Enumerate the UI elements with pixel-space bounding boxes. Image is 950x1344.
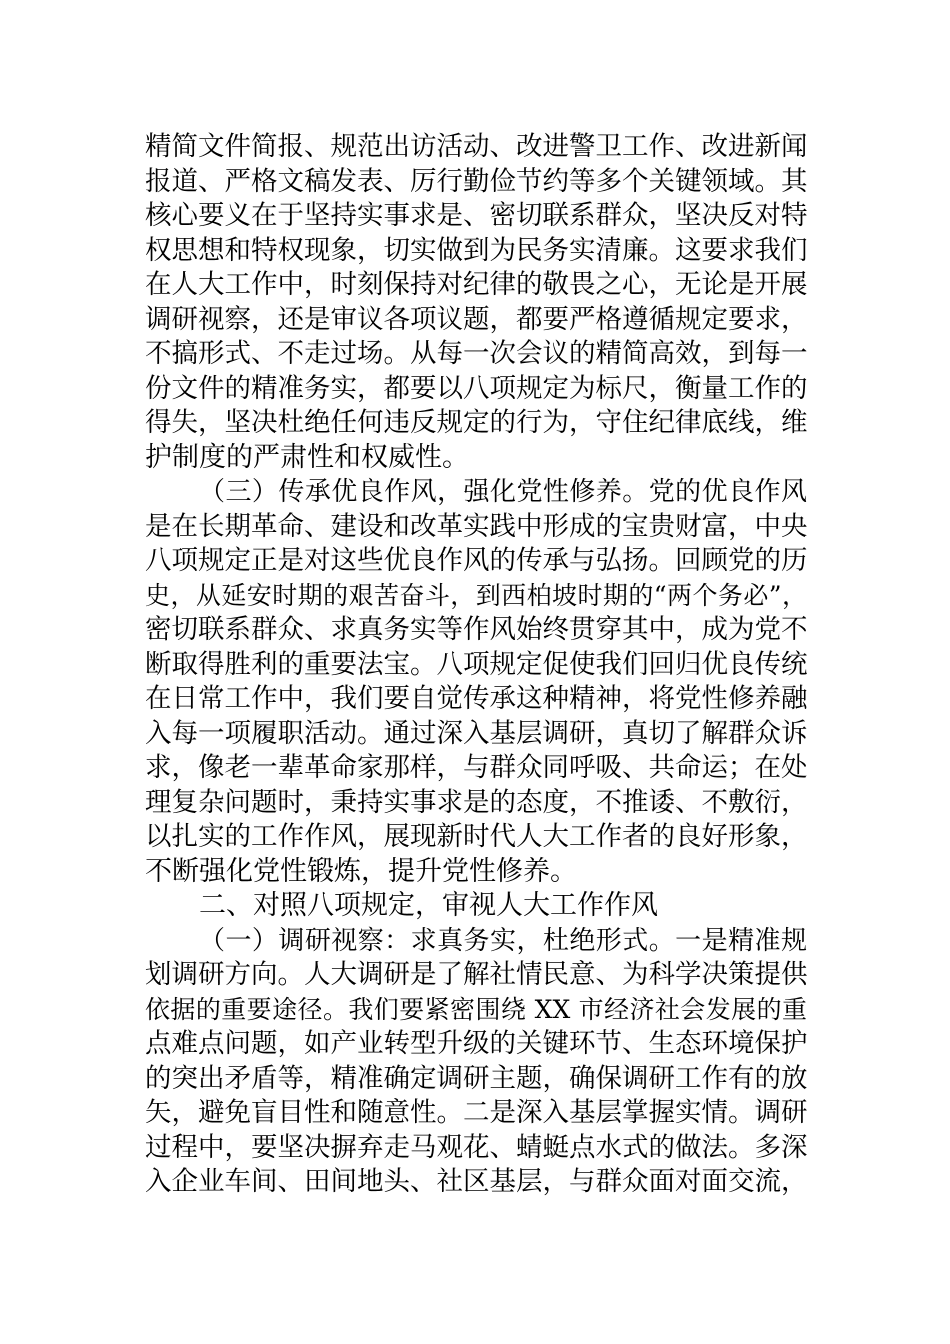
text-line: 矢，避免盲目性和随意性。二是深入基层掌握实情。调研 — [145, 1097, 808, 1128]
text-line: 史，从延安时期的艰苦奋斗，到西柏坡时期的“两个务必”， — [145, 580, 807, 610]
text-line: （三）传承优良作风，强化党性修养。党的优良作风 — [199, 477, 807, 507]
document-body — [145, 130, 807, 1200]
text-line: 依据的重要途径。我们要紧密围绕 XX 市经济社会发展的重 — [145, 994, 807, 1024]
text-line: 报道、严格文稿发表、厉行勤俭节约等多个关键领域。其 — [145, 165, 808, 197]
text-line: 调研视察，还是审议各项议题，都要严格遵循规定要求， — [145, 303, 808, 335]
text-line: 密切联系群众、求真务实等作风始终贯穿其中，成为党不 — [145, 614, 808, 645]
text-line: 以扎实的工作作风，展现新时代人大工作者的良好形象， — [145, 821, 808, 852]
text-line: 过程中，要坚决摒弃走马观花、蜻蜓点水式的做法。多深 — [145, 1131, 808, 1163]
text-line: 入每一项履职活动。通过深入基层调研，真切了解群众诉 — [145, 717, 808, 749]
text-line: 的突出矛盾等，精准确定调研主题，确保调研工作有的放 — [145, 1062, 808, 1094]
text-line: 断取得胜利的重要法宝。八项规定促使我们回归优良传统 — [145, 648, 808, 680]
text-line: 不搞形式、不走过场。从每一次会议的精简高效，到每一 — [145, 338, 808, 369]
text-line: 得失，坚决杜绝任何违反规定的行为，守住纪律底线，维 — [145, 407, 808, 438]
section-heading: 二、对照八项规定，审视人大工作作风 — [199, 890, 658, 921]
text-line: 求，像老一辈革命家那样，与群众同呼吸、共命运；在处 — [145, 752, 808, 783]
text-line: 划调研方向。人大调研是了解社情民意、为科学决策提供 — [145, 959, 808, 990]
text-line: 精简文件简报、规范出访活动、改进警卫工作、改进新闻 — [145, 131, 808, 162]
text-line: 入企业车间、田间地头、社区基层，与群众面对面交流， — [145, 1166, 808, 1197]
text-line: 不断强化党性锻炼，提升党性修养。 — [145, 855, 577, 887]
text-line: 点难点问题，如产业转型升级的关键环节、生态环境保护 — [145, 1028, 808, 1059]
text-line: 在人大工作中，时刻保持对纪律的敬畏之心，无论是开展 — [145, 269, 808, 300]
text-line: 份文件的精准务实，都要以八项规定为标尺，衡量工作的 — [145, 372, 808, 404]
text-line: 在日常工作中，我们要自觉传承这种精神，将党性修养融 — [145, 683, 808, 714]
text-line: 理复杂问题时，秉持实事求是的态度，不推诿、不敷衍， — [145, 786, 808, 818]
text-line: 核心要义在于坚持实事求是、密切联系群众，坚决反对特 — [145, 200, 808, 231]
text-line: 护制度的严肃性和权威性。 — [145, 441, 469, 473]
text-line: （一）调研视察：求真务实，杜绝形式。一是精准规 — [199, 925, 807, 956]
text-line: 八项规定正是对这些优良作风的传承与弘扬。回顾党的历 — [145, 545, 808, 576]
text-line: 权思想和特权现象，切实做到为民务实清廉。这要求我们 — [145, 234, 808, 266]
text-line: 是在长期革命、建设和改革实践中形成的宝贵财富，中央 — [145, 510, 808, 542]
